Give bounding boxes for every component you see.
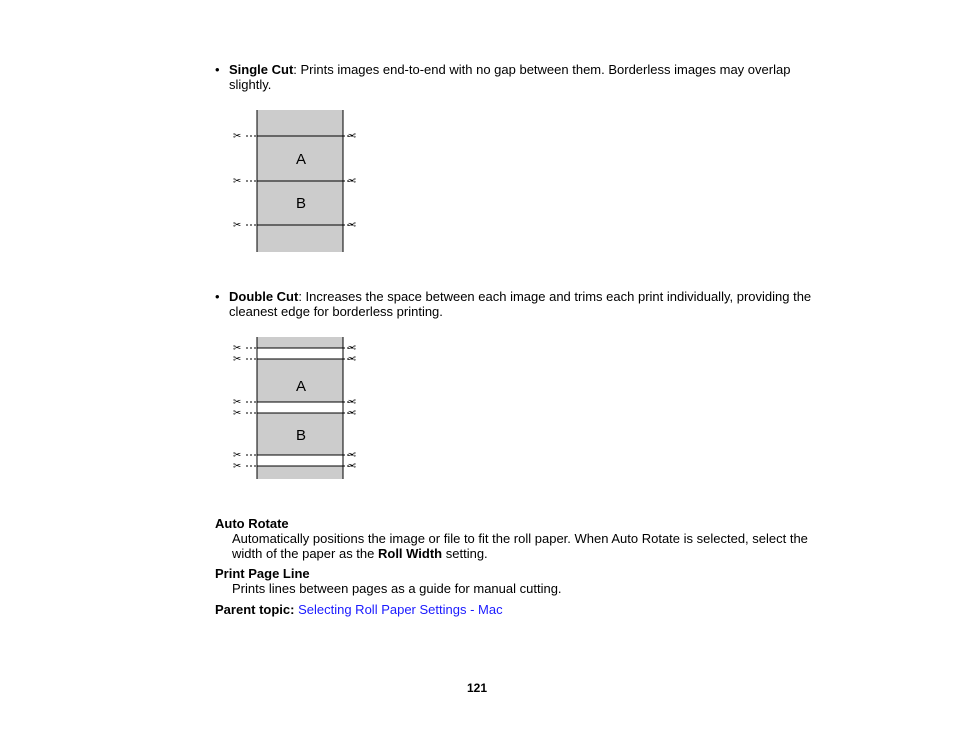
scissors-icon: ✂ [233,408,242,419]
scissors-icon: ✂ [233,354,242,365]
double-cut-description [229,289,825,319]
scissors-icon: ✂ [347,354,356,365]
trim-gap [257,455,343,466]
double-cut-text: : Increases the space between each image and trims each print individually, providing the cleanest edge for borderless printing. [229,289,812,319]
bullet-dot: • [215,62,220,77]
page-number: 121 [466,681,488,695]
single-cut-description [229,62,825,92]
scissors-icon: ✂ [347,176,356,187]
trim-gap [257,402,343,413]
scissors-icon: ✂ [347,461,356,472]
auto-rotate-desc-before: Automatically positions the image or file to fit the roll paper. When Auto Rotate is selected, select the width of the paper as the [232,531,808,561]
scissors-icon: ✂ [347,131,356,142]
image-label-b: B [295,427,307,444]
auto-rotate-desc-after: setting. [442,546,488,561]
image-label-a: A [295,378,307,395]
scissors-icon: ✂ [347,397,356,408]
scissors-icon: ✂ [347,343,356,354]
scissors-icon: ✂ [233,131,242,142]
roll-width-term: Roll Width [377,546,443,561]
print-page-line-description: Prints lines between pages as a guide for manual cutting. [232,581,562,596]
single-cut-diagram [230,108,375,254]
scissors-icon: ✂ [233,343,242,354]
scissors-icon: ✂ [233,176,242,187]
scissors-icon: ✂ [347,220,356,231]
scissors-icon: ✂ [233,461,242,472]
scissors-icon: ✂ [347,450,356,461]
single-cut-term: Single Cut [229,62,294,77]
trim-gap [257,348,343,359]
parent-topic-link[interactable]: Selecting Roll Paper Settings - Mac [298,602,503,617]
parent-topic-label: Parent topic: [215,602,295,617]
auto-rotate-title: Auto Rotate [215,516,289,531]
scissors-icon: ✂ [347,408,356,419]
scissors-icon: ✂ [233,397,242,408]
image-label-b: B [295,195,307,212]
scissors-icon: ✂ [233,220,242,231]
auto-rotate-description [232,531,832,561]
double-cut-diagram [230,336,375,480]
image-label-a: A [295,151,307,168]
double-cut-term: Double Cut [229,289,299,304]
bullet-dot: • [215,289,220,304]
parent-topic [215,602,503,617]
print-page-line-title: Print Page Line [215,566,310,581]
scissors-icon: ✂ [233,450,242,461]
single-cut-text: : Prints images end-to-end with no gap between them. Borderless images may overlap slightly. [229,62,791,92]
